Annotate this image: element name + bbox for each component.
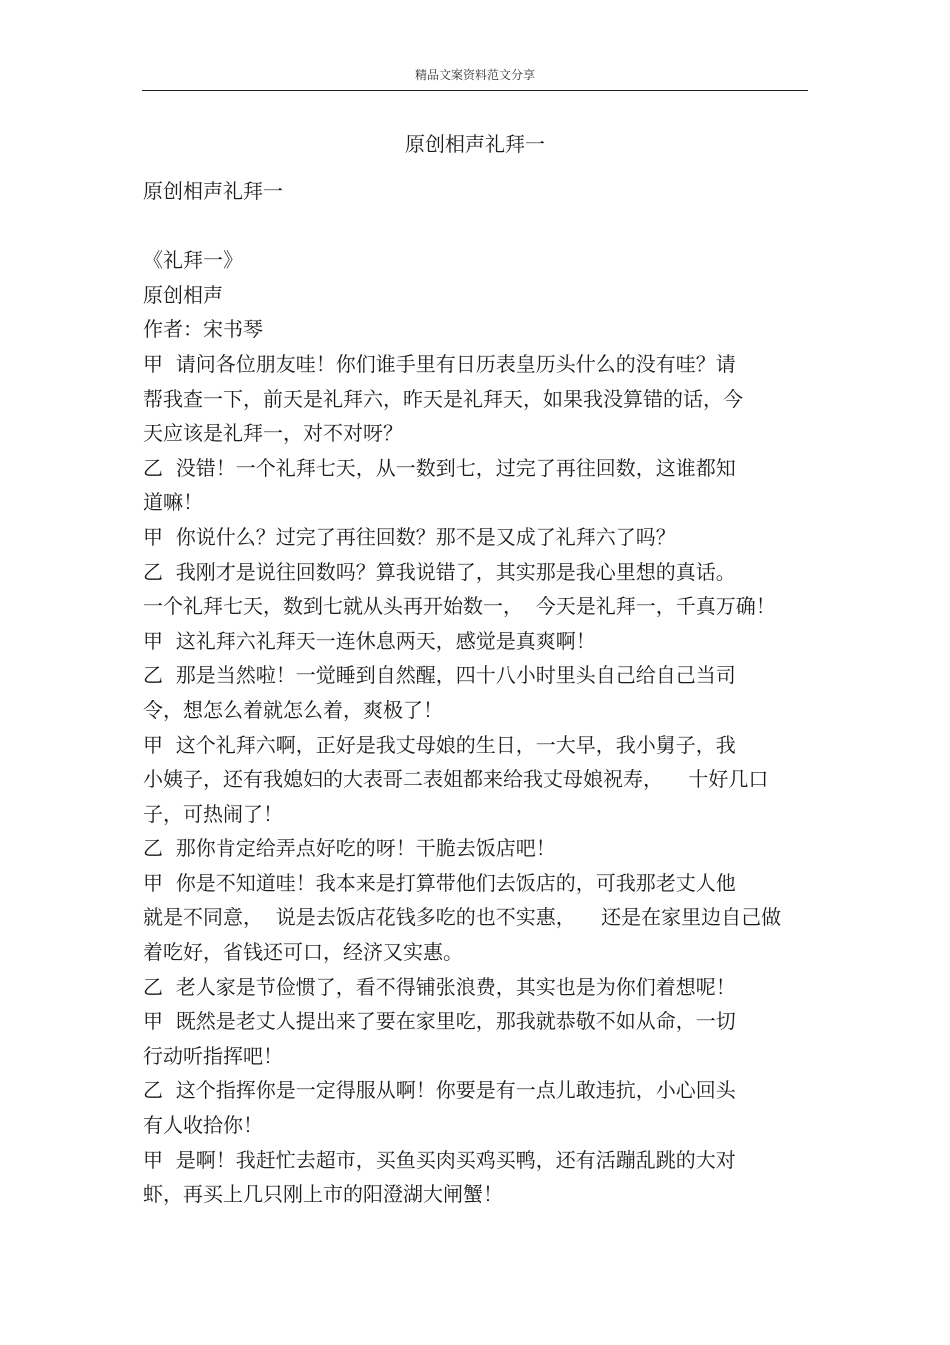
text-line: 原创相声礼拜一 (143, 179, 283, 203)
text-line: 乙 这个指挥你是一定得服从啊！你要是有一点儿敢违抗，小心回头 (143, 1078, 736, 1103)
text-line: 乙 没错！一个礼拜七天，从一数到七，过完了再往回数，这谁都知 (143, 455, 736, 480)
text-line: 甲 既然是老丈人提出来了要在家里吃，那我就恭敬不如从命，一切 (143, 1009, 736, 1034)
text-line: 原创相声 (143, 282, 223, 307)
text-line: 甲 是啊！我赶忙去超市，买鱼买肉买鸡买鸭，还有活蹦乱跳的大对 (143, 1147, 736, 1172)
text-line: 天应该是礼拜一，对不对呀？ (143, 421, 403, 446)
text-line: 小姨子，还有我媳妇的大表哥二表姐都来给我丈母娘祝寿， 十好几口 (143, 767, 769, 792)
text-line: 子，可热闹了！ (143, 801, 283, 826)
text-line: 着吃好，省钱还可口，经济又实惠。 (143, 940, 463, 965)
text-line: 令，想怎么着就怎么着，爽极了！ (143, 697, 443, 722)
header-divider (142, 90, 808, 91)
document-title: 原创相声礼拜一 (405, 132, 545, 156)
text-line: 一个礼拜七天，数到七就从头再开始数一， 今天是礼拜一，千真万确！ (143, 594, 776, 619)
text-line: 就是不同意， 说是去饭店花钱多吃的也不实惠， 还是在家里边自己做 (143, 905, 782, 930)
text-line: 行动听指挥吧！ (143, 1043, 283, 1068)
text-line: 有人收拾你！ (143, 1113, 263, 1138)
text-line: 甲 你是不知道哇！我本来是打算带他们去饭店的，可我那老丈人他 (143, 870, 736, 895)
text-line: 《礼拜一》 (143, 248, 243, 273)
text-line: 甲 请问各位朋友哇！你们谁手里有日历表皇历头什么的没有哇？请 (143, 351, 736, 376)
text-line: 甲 这个礼拜六啊，正好是我丈母娘的生日，一大早，我小舅子，我 (143, 732, 736, 757)
text-line: 作者：宋书琴 (143, 317, 263, 342)
text-line (143, 209, 808, 244)
text-line: 乙 我刚才是说往回数吗？算我说错了，其实那是我心里想的真话。 (143, 559, 736, 584)
text-line: 乙 那你肯定给弄点好吃的呀！干脆去饭店吧！ (143, 836, 556, 861)
text-line: 帮我查一下，前天是礼拜六，昨天是礼拜天，如果我没算错的话，今 (143, 386, 743, 411)
text-line: 道嘛！ (143, 490, 203, 515)
text-line: 虾，再买上几只刚上市的阳澄湖大闸蟹！ (143, 1182, 503, 1207)
text-line: 乙 老人家是节俭惯了，看不得铺张浪费，其实也是为你们着想呢！ (143, 974, 736, 999)
page-header: 精品文案资料范文分享 (414, 68, 535, 82)
text-line: 甲 这礼拜六礼拜天一连休息两天，感觉是真爽啊！ (143, 628, 596, 653)
text-line: 甲 你说什么？过完了再往回数？那不是又成了礼拜六了吗？ (143, 524, 676, 549)
document-body (143, 174, 808, 1212)
text-line: 乙 那是当然啦！一觉睡到自然醒，四十八小时里头自己给自己当司 (143, 663, 736, 688)
